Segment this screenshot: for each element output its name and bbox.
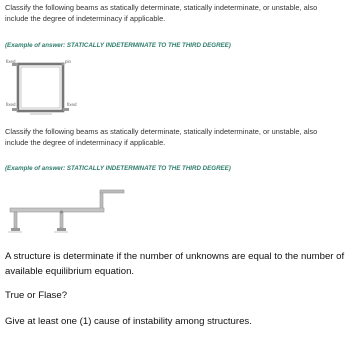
question-1-example: (Example of answer: STATICALLY INDETERMINATE TO THE THIRD DEGREE) (5, 42, 231, 49)
frame-figure-1 (0, 56, 110, 118)
label-bottom-right: fixed (67, 102, 77, 107)
beam-figure-2 (0, 180, 130, 238)
middle-support (57, 228, 66, 231)
top-right-beam (100, 190, 124, 193)
right-column (100, 192, 103, 209)
left-column (14, 212, 17, 228)
question-2-text: Classify the following beams as statically determinate, statically indeterminate, or unstable, also include the degree of indeterminacy if applicable. (5, 127, 318, 147)
instability-question: Give at least one (1) cause of instability among structures. (5, 316, 252, 327)
label-bottom-left: fixed (6, 102, 16, 107)
determinacy-statement: A structure is determinate if the number of unknowns are equal to the number of available equilibrium equation. (5, 251, 345, 277)
fixed-support-bottom-left (12, 108, 18, 111)
main-beam (10, 208, 104, 212)
label-top-right: pin (65, 59, 72, 64)
question-2-example: (Example of answer: STATICALLY INDETERMINATE TO THE THIRD DEGREE) (5, 165, 231, 172)
outer-frame (18, 64, 63, 111)
middle-column (60, 212, 63, 228)
inner-frame (21, 67, 60, 108)
left-support (11, 228, 20, 231)
fixed-support-bottom-right (63, 108, 69, 111)
label-top-left: fixed (6, 59, 16, 64)
true-false-question: True or Flase? (5, 290, 68, 301)
hinge (60, 211, 63, 214)
question-1-text: Classify the following beams as statically determinate, statically indeterminate, or unstable, also include the degree of indeterminacy if applicable. (5, 3, 318, 23)
